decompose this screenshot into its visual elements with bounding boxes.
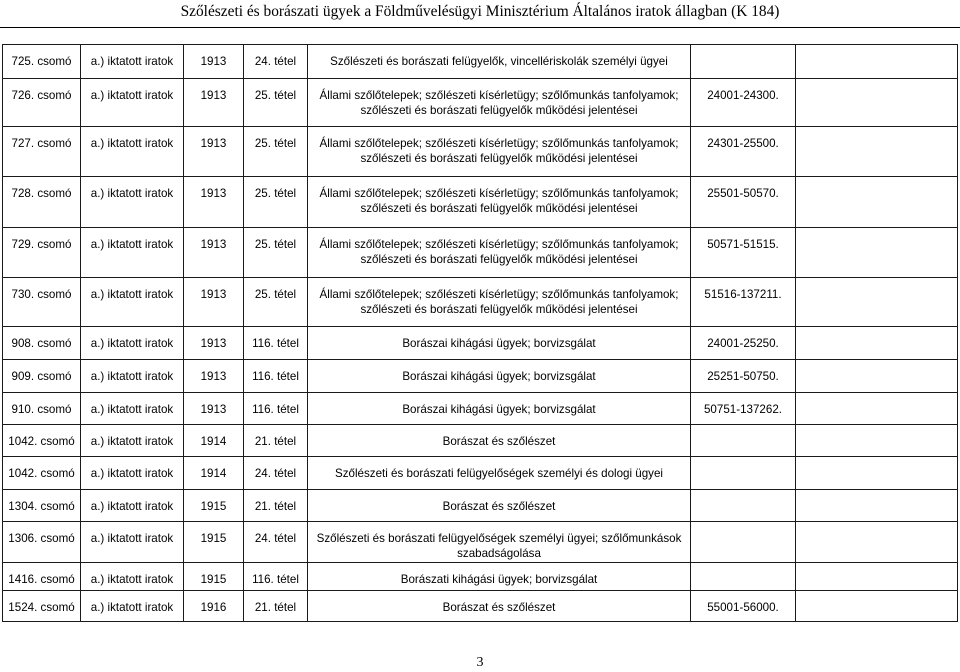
year-cell: 1913 (184, 127, 244, 177)
table-row (3, 563, 958, 591)
range-cell: 50751-137262. (691, 393, 796, 425)
description-cell: Szőlészeti és borászati felügyelőségek személyi ügyei; szőlőmunkások szabadságolása (308, 522, 691, 563)
table-row (3, 228, 958, 278)
empty-cell (796, 228, 958, 278)
csomo-cell: 727. csomó (3, 127, 81, 177)
record-type-cell: a.) iktatott iratok (81, 127, 184, 177)
record-type-cell: a.) iktatott iratok (81, 591, 184, 622)
empty-cell (796, 522, 958, 563)
description-cell: Állami szőlőtelepek; szőlészeti kísérletügy; szőlőmunkás tanfolyamok; szőlészeti és borászati felügyelők működési jelentései (308, 278, 691, 327)
range-cell: 50571-51515. (691, 228, 796, 278)
year-cell: 1913 (184, 45, 244, 79)
records-table (2, 44, 958, 622)
empty-cell (796, 278, 958, 327)
year-cell: 1913 (184, 177, 244, 228)
table-row (3, 591, 958, 622)
csomo-cell: 726. csomó (3, 79, 81, 127)
range-cell: 25251-50750. (691, 360, 796, 393)
record-type-cell: a.) iktatott iratok (81, 327, 184, 360)
record-type-cell: a.) iktatott iratok (81, 457, 184, 490)
year-cell: 1916 (184, 591, 244, 622)
year-cell: 1913 (184, 278, 244, 327)
record-type-cell: a.) iktatott iratok (81, 522, 184, 563)
description-cell: Állami szőlőtelepek; szőlészeti kísérletügy; szőlőmunkás tanfolyamok; szőlészeti és borászati felügyelők működési jelentései (308, 127, 691, 177)
description-cell: Borászai kihágási ügyek; borvizsgálat (308, 327, 691, 360)
year-cell: 1915 (184, 563, 244, 591)
table-row (3, 278, 958, 327)
record-type-cell: a.) iktatott iratok (81, 563, 184, 591)
description-cell: Szőlészeti és borászati felügyelők, vincellériskolák személyi ügyei (308, 45, 691, 79)
description-cell: Borászat és szőlészet (308, 490, 691, 522)
description-cell: Borászai kihágási ügyek; borvizsgálat (308, 393, 691, 425)
record-type-cell: a.) iktatott iratok (81, 177, 184, 228)
range-cell: 55001-56000. (691, 591, 796, 622)
csomo-cell: 1416. csomó (3, 563, 81, 591)
range-cell (691, 425, 796, 457)
table-row (3, 457, 958, 490)
csomo-cell: 729. csomó (3, 228, 81, 278)
year-cell: 1914 (184, 425, 244, 457)
table-row (3, 490, 958, 522)
description-cell: Állami szőlőtelepek; szőlészeti kísérletügy; szőlőmunkás tanfolyamok; szőlészeti és borászati felügyelők működési jelentései (308, 177, 691, 228)
csomo-cell: 909. csomó (3, 360, 81, 393)
description-cell: Borászat és szőlészet (308, 591, 691, 622)
record-type-cell: a.) iktatott iratok (81, 360, 184, 393)
record-type-cell: a.) iktatott iratok (81, 425, 184, 457)
csomo-cell: 908. csomó (3, 327, 81, 360)
record-type-cell: a.) iktatott iratok (81, 228, 184, 278)
empty-cell (796, 563, 958, 591)
tetel-cell: 21. tétel (244, 591, 308, 622)
tetel-cell: 24. tétel (244, 45, 308, 79)
year-cell: 1913 (184, 393, 244, 425)
empty-cell (796, 591, 958, 622)
csomo-cell: 1306. csomó (3, 522, 81, 563)
empty-cell (796, 457, 958, 490)
empty-cell (796, 177, 958, 228)
table-row (3, 360, 958, 393)
table-row (3, 79, 958, 127)
record-type-cell: a.) iktatott iratok (81, 393, 184, 425)
range-cell: 24001-25250. (691, 327, 796, 360)
record-type-cell: a.) iktatott iratok (81, 278, 184, 327)
table-row (3, 45, 958, 79)
description-cell: Állami szőlőtelepek; szőlészeti kísérletügy; szőlőmunkás tanfolyamok; szőlészeti és borászati felügyelők működési jelentései (308, 79, 691, 127)
empty-cell (796, 393, 958, 425)
description-cell: Borászat és szőlészet (308, 425, 691, 457)
tetel-cell: 116. tétel (244, 360, 308, 393)
tetel-cell: 25. tétel (244, 278, 308, 327)
range-cell (691, 457, 796, 490)
empty-cell (796, 490, 958, 522)
record-type-cell: a.) iktatott iratok (81, 45, 184, 79)
tetel-cell: 25. tétel (244, 79, 308, 127)
csomo-cell: 730. csomó (3, 278, 81, 327)
csomo-cell: 1304. csomó (3, 490, 81, 522)
range-cell (691, 563, 796, 591)
tetel-cell: 25. tétel (244, 228, 308, 278)
empty-cell (796, 79, 958, 127)
description-cell: Borászati kihágási ügyek; borvizsgálat (308, 563, 691, 591)
description-cell: Állami szőlőtelepek; szőlészeti kísérletügy; szőlőmunkás tanfolyamok; szőlészeti és borászati felügyelők működési jelentései (308, 228, 691, 278)
table-row (3, 522, 958, 563)
record-type-cell: a.) iktatott iratok (81, 79, 184, 127)
csomo-cell: 1524. csomó (3, 591, 81, 622)
table-row (3, 425, 958, 457)
year-cell: 1913 (184, 360, 244, 393)
range-cell (691, 45, 796, 79)
description-cell: Szőlészeti és borászati felügyelőségek személyi és dologi ügyei (308, 457, 691, 490)
tetel-cell: 24. tétel (244, 522, 308, 563)
csomo-cell: 1042. csomó (3, 457, 81, 490)
table-row (3, 393, 958, 425)
range-cell: 51516-137211. (691, 278, 796, 327)
empty-cell (796, 360, 958, 393)
tetel-cell: 116. tétel (244, 393, 308, 425)
csomo-cell: 725. csomó (3, 45, 81, 79)
table-row (3, 177, 958, 228)
year-cell: 1914 (184, 457, 244, 490)
tetel-cell: 21. tétel (244, 490, 308, 522)
empty-cell (796, 127, 958, 177)
description-cell: Borászai kihágási ügyek; borvizsgálat (308, 360, 691, 393)
year-cell: 1913 (184, 327, 244, 360)
range-cell (691, 490, 796, 522)
range-cell: 24301-25500. (691, 127, 796, 177)
range-cell (691, 522, 796, 563)
empty-cell (796, 425, 958, 457)
page-title: Szőlészeti és borászati ügyek a Földművelésügyi Minisztérium Általános iratok állagban (K 184) (180, 3, 780, 20)
csomo-cell: 728. csomó (3, 177, 81, 228)
page-header (0, 0, 960, 28)
csomo-cell: 910. csomó (3, 393, 81, 425)
tetel-cell: 116. tétel (244, 563, 308, 591)
csomo-cell: 1042. csomó (3, 425, 81, 457)
year-cell: 1915 (184, 522, 244, 563)
tetel-cell: 25. tétel (244, 177, 308, 228)
page-number: 3 (476, 655, 484, 670)
record-type-cell: a.) iktatott iratok (81, 490, 184, 522)
empty-cell (796, 45, 958, 79)
empty-cell (796, 327, 958, 360)
table-row (3, 327, 958, 360)
range-cell: 25501-50570. (691, 177, 796, 228)
tetel-cell: 24. tétel (244, 457, 308, 490)
year-cell: 1913 (184, 79, 244, 127)
tetel-cell: 116. tétel (244, 327, 308, 360)
table-row (3, 127, 958, 177)
range-cell: 24001-24300. (691, 79, 796, 127)
year-cell: 1915 (184, 490, 244, 522)
year-cell: 1913 (184, 228, 244, 278)
tetel-cell: 21. tétel (244, 425, 308, 457)
tetel-cell: 25. tétel (244, 127, 308, 177)
